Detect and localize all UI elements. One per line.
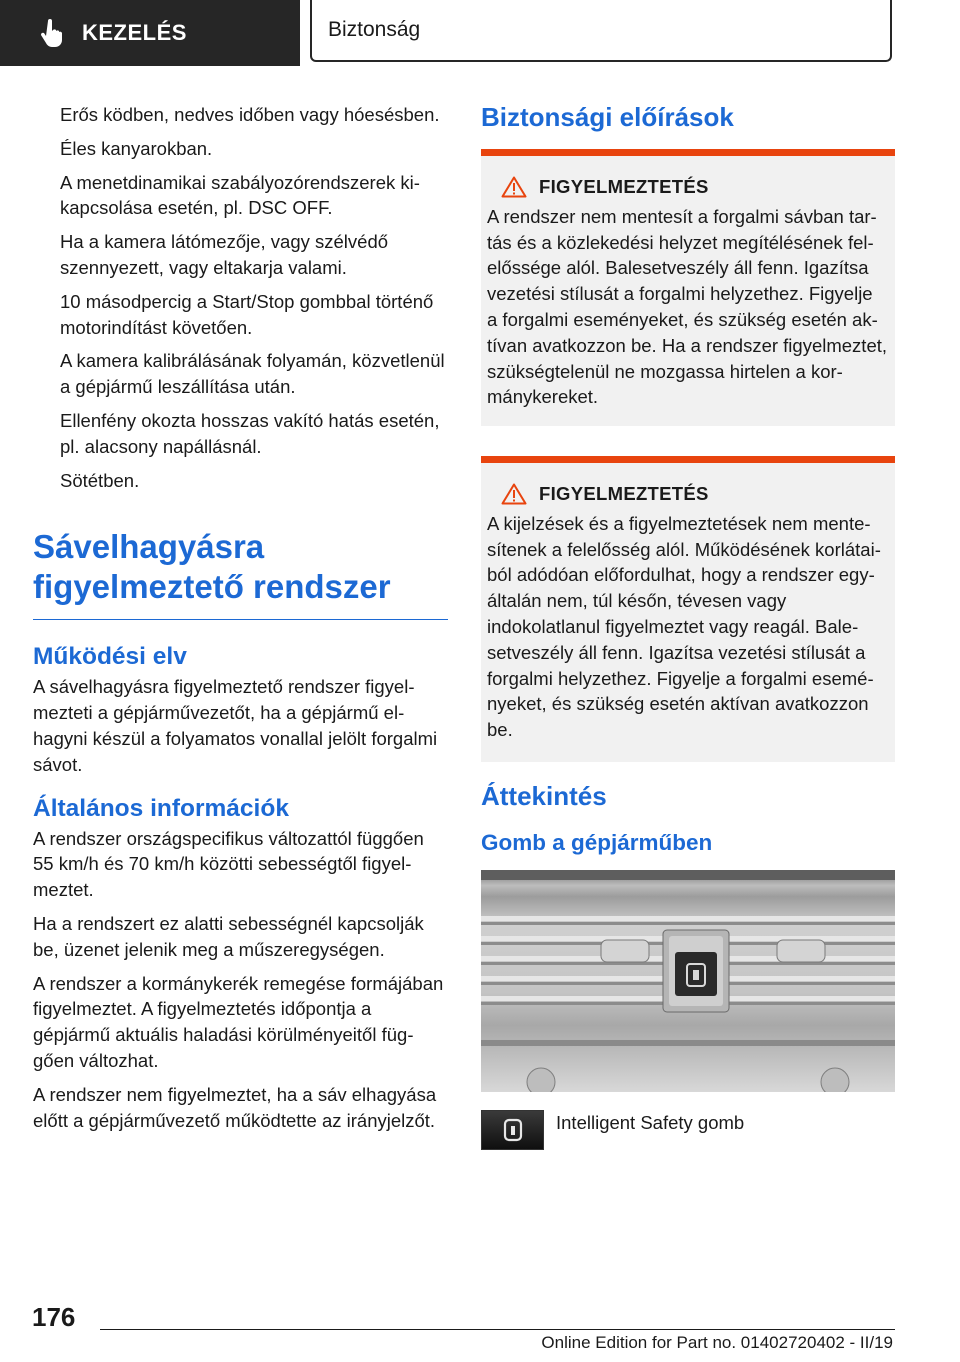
section-tab[interactable] [0, 0, 300, 66]
right-column [481, 100, 895, 1150]
list-item [33, 348, 448, 400]
list-item-text: A kamera kalibrálásának folyamán, közvetlenül a gépjármű leszállítása után. [60, 350, 445, 398]
warning-box [481, 149, 895, 426]
list-item [33, 170, 448, 222]
list-item-text: Sötétben. [60, 469, 140, 491]
button-photo [481, 870, 895, 1092]
general-paragraph: Ha a rendszert ez alatti sebességnél kapcsolják be, üzenet jelenik meg a műszeregységen. [33, 912, 424, 960]
warning-text: A rendszer nem mentesít a forgalmi sávban tartás és a közlekedési helyzet megítélésének felelőssége alól. Balesetveszély áll fenn. Igazítsa vezetési stílusát a forgalmi helyzethez. Figyelje a forgalmi eseményeket, és szükség esetén aktívan avatkozzon be. Ha a rendszer figyelmeztet, szükségtelenül ne mozgassa hirtelen a kormánykereket. [487, 205, 888, 408]
section-label: KEZELÉS [82, 20, 187, 45]
warning-text: A kijelzések és a figyelmeztetések nem mentesítenek a felelősség alól. Működésének korlátaiból adódóan előfordulhat, hogy a rendszer egyáltalán nem, túl későn, tévesen vagy indokolatlanul figyelmeztet vagy reagál. Balesetveszély áll fenn. Igazítsa vezetési stílusát a forgalmi helyzethez. Figyelje a forgalmi eseményeket, és szükség esetén aktívan avatkozzon be. [487, 512, 881, 741]
heading-safety: Biztonsági előírások [481, 102, 734, 132]
list-item-text: 10 másodpercig a Start/Stop gombbal történő motorindítást követően. [60, 290, 434, 338]
heading-overview: Áttekintés [481, 781, 607, 811]
warning-box [481, 456, 895, 762]
principle-paragraph: A sávelhagyásra figyelmeztető rendszer figyelmezteti a gépjárművezetőt, ha a gépjármű elhagyni készül a folyamatos vonallal jelölt forgalmi sávot. [33, 676, 438, 775]
list-item [33, 408, 448, 460]
list-item [33, 289, 448, 341]
title-line-1: Sávelhagyásra [33, 528, 265, 566]
warning-triangle-icon [501, 483, 527, 505]
general-paragraph: A rendszer országspecifikus változattól függően 55 km/h és 70 km/h közötti sebességtől figyelmeztet. [33, 827, 424, 901]
list-item-text: Erős ködben, nedves időben vagy hóesésben. [60, 104, 440, 125]
intelligent-safety-button-icon [481, 1110, 544, 1150]
heading-principle: Működési elv [33, 643, 187, 671]
list-item [33, 468, 448, 494]
left-column [33, 102, 448, 1141]
safety-icon [502, 1117, 524, 1143]
button-caption: Intelligent Safety gomb [556, 1111, 745, 1133]
title-line-2: figyelmeztető rendszer [33, 568, 391, 606]
hand-pointer-icon [40, 19, 66, 47]
warning-title: FIGYELMEZTETÉS [539, 176, 709, 197]
page-number: 176 [32, 1302, 76, 1332]
list-item [33, 136, 448, 162]
button-caption-row [481, 1110, 895, 1150]
page-title [33, 527, 448, 607]
list-item-text: A menetdinamikai szabályozórendszerek kikapcsolása esetén, pl. DSC OFF. [60, 171, 420, 219]
list-item-text: Éles kanyarokban. [60, 137, 213, 159]
title-rule [33, 619, 448, 620]
list-item-text: Ha a kamera látómezője, vagy szélvédő szennyezett, vagy eltakarja valami. [60, 231, 389, 278]
warning-header [487, 174, 887, 200]
dashboard-vents-image [481, 870, 895, 1092]
warning-header [487, 481, 887, 507]
list-item [33, 229, 448, 281]
warning-triangle-icon [501, 176, 527, 198]
heading-general: Általános információk [33, 794, 289, 822]
heading-button: Gomb a gépjárműben [481, 829, 713, 855]
footer-rule [100, 1329, 895, 1330]
edition-text: Online Edition for Part no. 01402720402 - II/19 [541, 1333, 893, 1352]
list-item-text: Ellenfény okozta hosszas vakító hatás esetén, pl. alacsony napállásnál. [60, 409, 440, 457]
chapter-tab [310, 0, 892, 62]
general-paragraph: A rendszer a kormánykerék remegése formájában figyelmeztet. A figyelmeztetés időpontja a gépjármű aktuális haladási körülményeitől függően változhat. [33, 972, 444, 1071]
chapter-label: Biztonság [328, 18, 421, 41]
list-item [33, 102, 448, 128]
general-paragraph: A rendszer nem figyelmeztet, ha a sáv elhagyása előtt a gépjárművezető működtette az irányjelzőt. [33, 1083, 437, 1131]
limitations-list [33, 102, 448, 493]
warning-title: FIGYELMEZTETÉS [539, 483, 709, 504]
